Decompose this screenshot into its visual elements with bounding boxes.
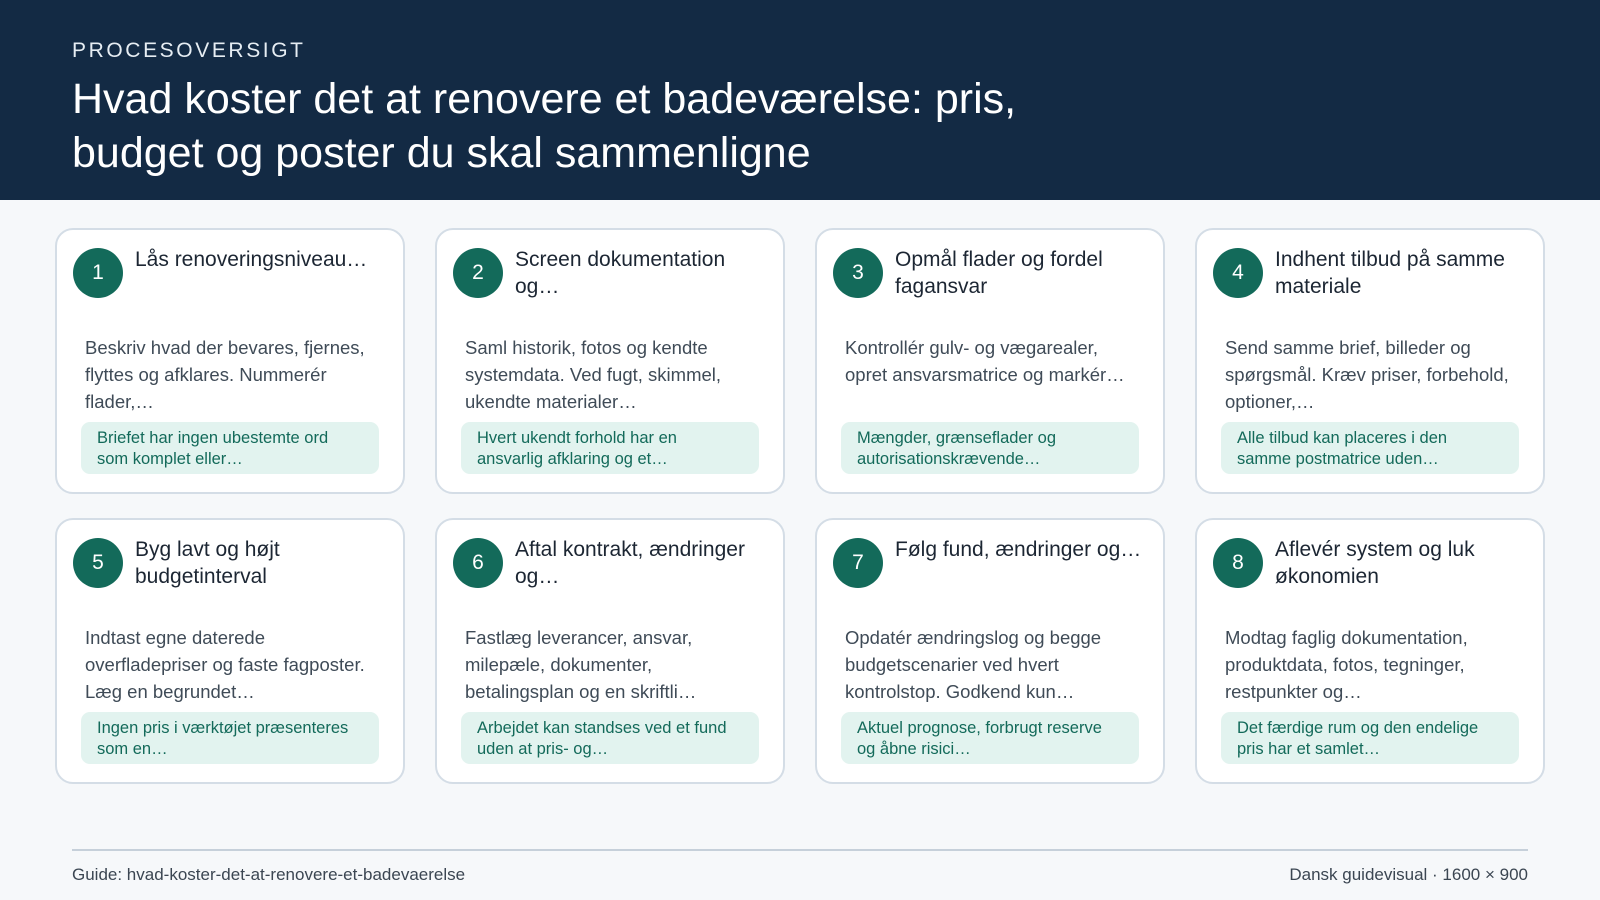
step-card (55, 228, 405, 494)
step-number-badge: 5 (73, 538, 123, 588)
step-number-badge: 6 (453, 538, 503, 588)
step-outcome-note: Briefet har ingen ubestemte ord som komplet eller… (81, 422, 379, 474)
step-outcome-note: Mængder, grænseflader og autorisationskrævende… (841, 422, 1139, 474)
step-title: Aflevér system og luk økonomien (1275, 538, 1475, 588)
page-title: Hvad koster det at renovere et badeværelse: pris, budget og poster du skal sammenligne (72, 75, 1017, 177)
step-title: Lås renoveringsniveau… (135, 248, 368, 271)
eyebrow-label: PROCESOVERSIGT (72, 39, 306, 62)
step-description: Saml historik, fotos og kendte systemdata. Ved fugt, skimmel, ukendte materialer… (465, 337, 722, 412)
step-card (435, 518, 785, 784)
step-card (55, 518, 405, 784)
step-card (815, 518, 1165, 784)
step-description: Opdatér ændringslog og begge budgetscenarier ved hvert kontrolstop. Godkend kun… (845, 627, 1102, 702)
step-number-badge: 7 (833, 538, 883, 588)
footer-divider (72, 849, 1528, 851)
step-card (435, 228, 785, 494)
step-title: Indhent tilbud på samme materiale (1275, 248, 1505, 298)
step-title: Aftal kontrakt, ændringer og… (515, 538, 745, 588)
step-description: Indtast egne daterede overfladepriser og faste fagposter. Læg en begrundet… (85, 627, 365, 702)
step-number-badge: 4 (1213, 248, 1263, 298)
step-title: Byg lavt og højt budgetinterval (135, 538, 280, 588)
step-outcome-note: Aktuel prognose, forbrugt reserve og åbne risici… (841, 712, 1139, 764)
footer-guide-slug: Guide: hvad-koster-det-at-renovere-et-badevaerelse (72, 865, 466, 884)
step-description: Modtag faglig dokumentation, produktdata, fotos, tegninger, restpunkter og… (1225, 627, 1468, 702)
step-title: Opmål flader og fordel fagansvar (895, 248, 1103, 298)
step-description: Fastlæg leverancer, ansvar, milepæle, dokumenter, betalingsplan og en skriftli… (465, 627, 697, 702)
step-number-badge: 8 (1213, 538, 1263, 588)
step-description: Beskriv hvad der bevares, fjernes, flyttes og afklares. Nummerér flader,… (85, 337, 365, 412)
footer-meta: Dansk guidevisual · 1600 × 900 (1289, 865, 1528, 884)
step-number-badge: 3 (833, 248, 883, 298)
step-card (815, 228, 1165, 494)
step-card (1195, 228, 1545, 494)
step-outcome-note: Hvert ukendt forhold har en ansvarlig afklaring og et… (461, 422, 759, 474)
step-card (1195, 518, 1545, 784)
step-description: Send samme brief, billeder og spørgsmål. Kræv priser, forbehold, optioner,… (1225, 337, 1509, 412)
step-outcome-note: Arbejdet kan standses ved et fund uden at pris- og… (461, 712, 759, 764)
step-outcome-note: Ingen pris i værktøjet præsenteres som en… (81, 712, 379, 764)
step-grid (55, 228, 1545, 784)
step-outcome-note: Det færdige rum og den endelige pris har et samlet… (1221, 712, 1519, 764)
step-number-badge: 2 (453, 248, 503, 298)
step-number-badge: 1 (73, 248, 123, 298)
step-title: Følg fund, ændringer og… (895, 538, 1142, 561)
step-outcome-note: Alle tilbud kan placeres i den samme postmatrice uden… (1221, 422, 1519, 474)
header (0, 0, 1600, 200)
step-title: Screen dokumentation og… (515, 248, 726, 298)
step-description: Kontrollér gulv- og vægarealer, opret ansvarsmatrice og markér… (845, 337, 1125, 385)
